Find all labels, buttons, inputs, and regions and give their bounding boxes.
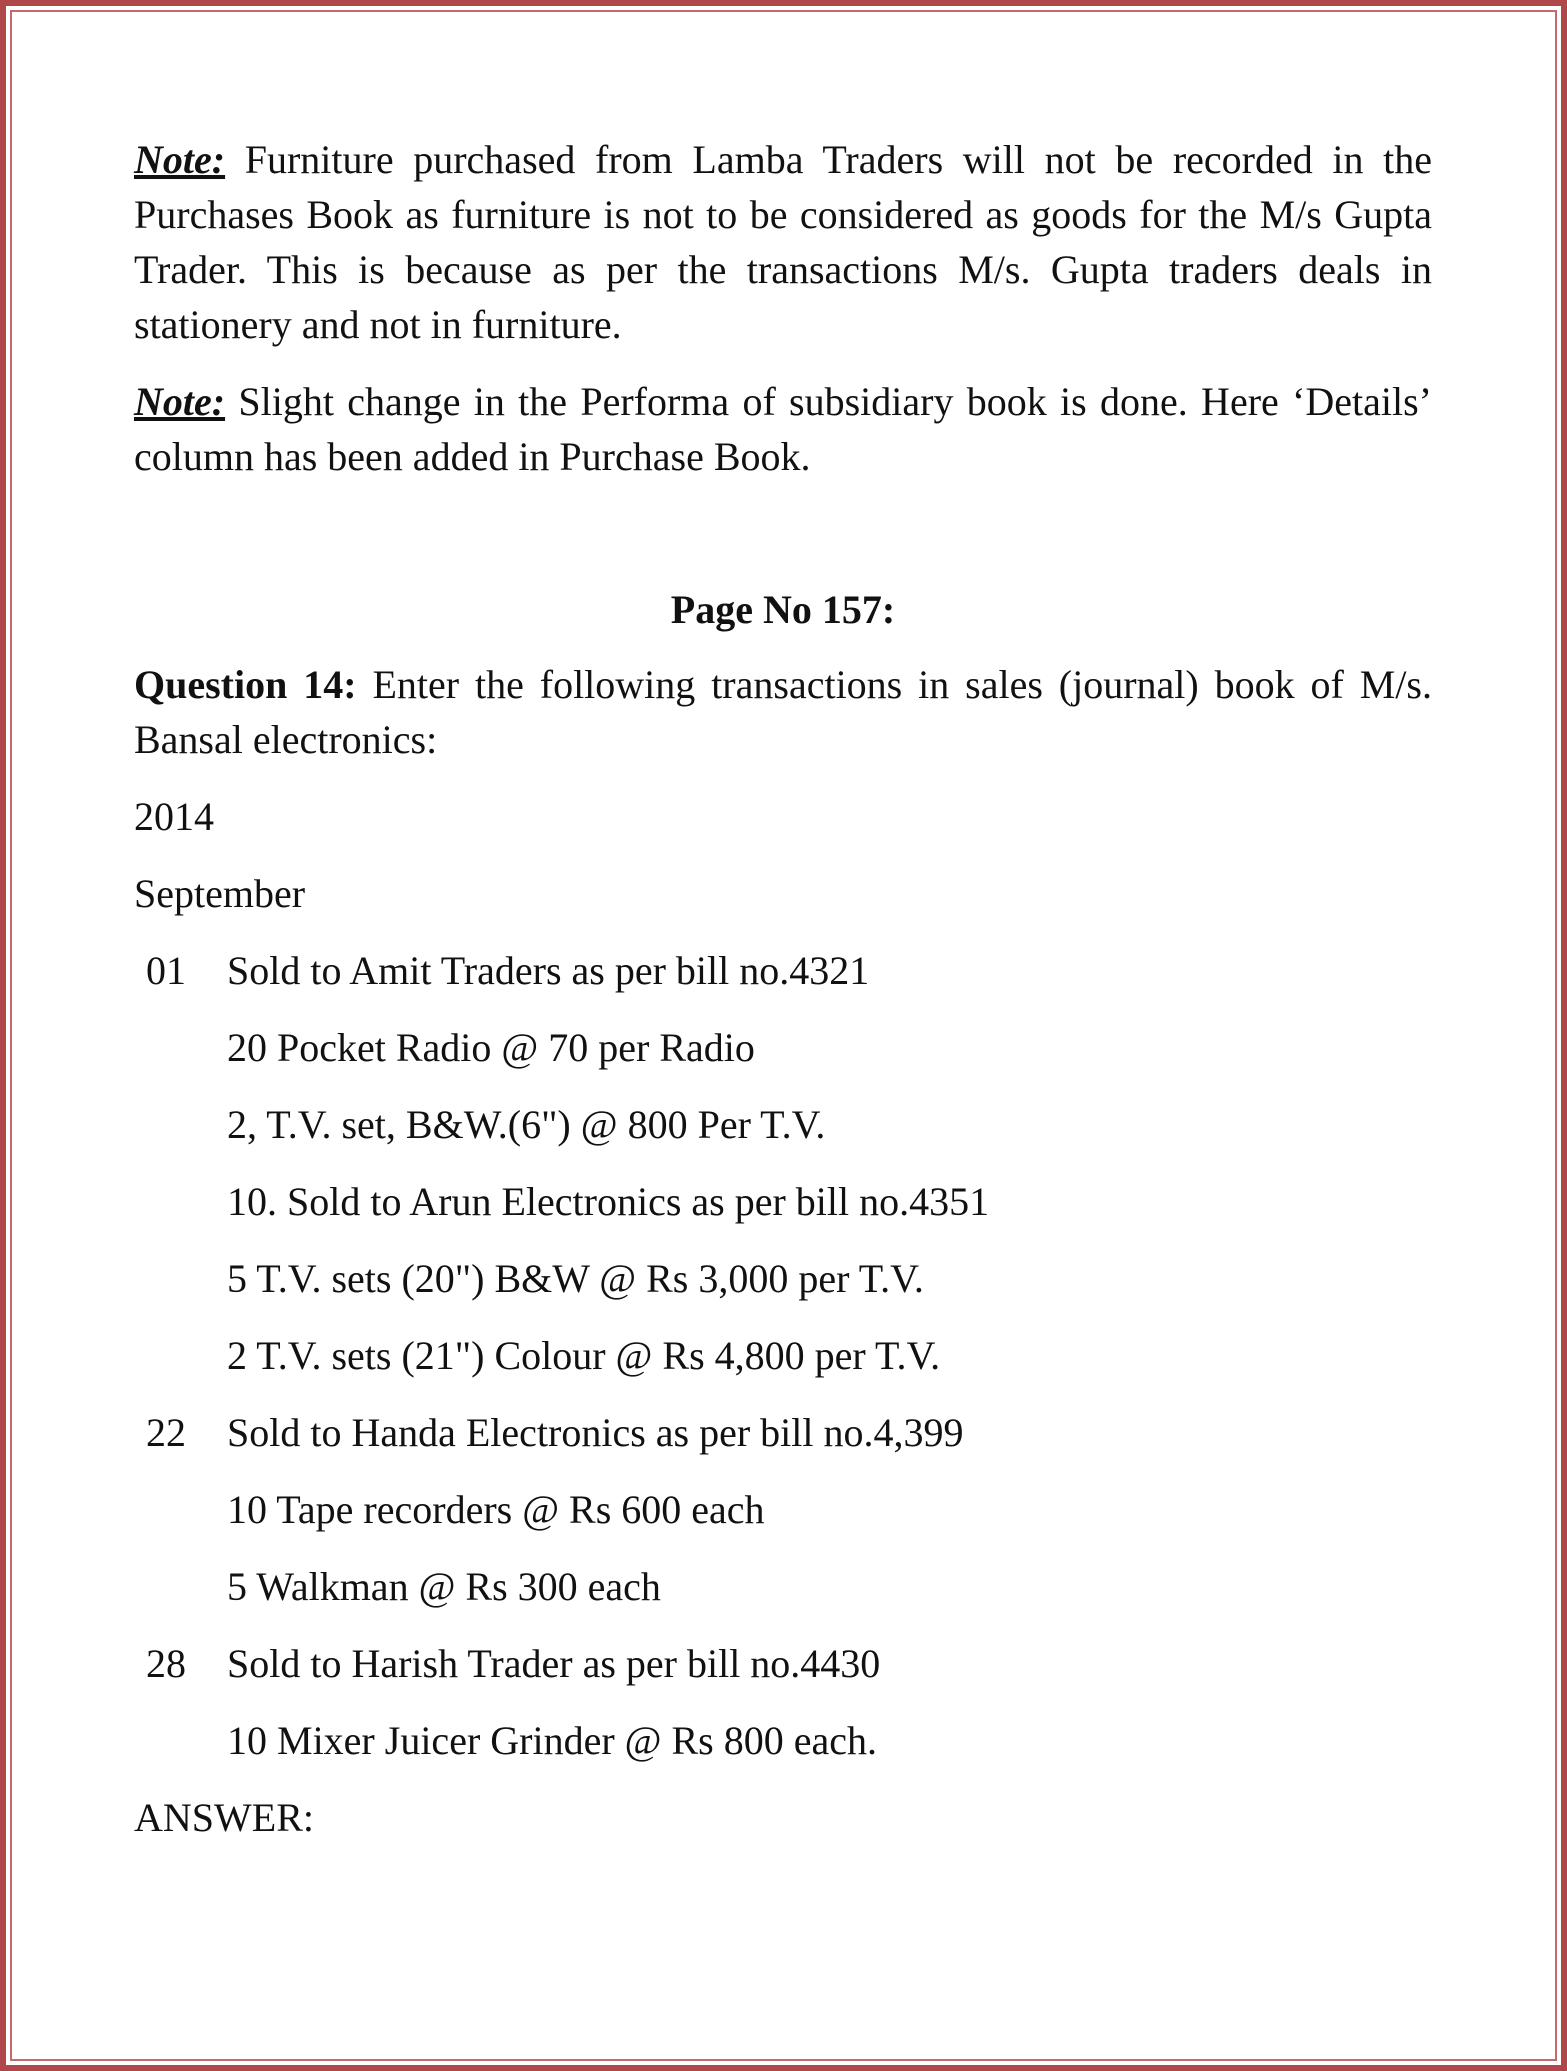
transaction-date [134,1251,227,1306]
answer-label: ANSWER: [134,1795,314,1840]
transaction-date: 01 [146,948,186,993]
transaction-text: Sold to Handa Electronics as per bill no.4,399 [227,1410,964,1455]
transaction-date: 22 [146,1410,186,1455]
transaction-text: 20 Pocket Radio @ 70 per Radio [227,1025,755,1070]
year-label: 2014 [134,794,214,839]
document-content [134,132,1432,1845]
transaction-date [134,1713,227,1768]
transaction-row [134,1174,1432,1229]
transaction-row [134,1559,1432,1614]
note-paragraph-1 [134,132,1432,352]
transaction-date [134,1020,227,1075]
transaction-row [134,1713,1432,1768]
transaction-date [134,1097,227,1152]
transaction-row [134,943,1432,998]
transaction-row [134,1328,1432,1383]
transaction-text: 5 T.V. sets (20") B&W @ Rs 3,000 per T.V. [227,1256,924,1301]
transaction-row [134,1020,1432,1075]
transaction-text: Sold to Amit Traders as per bill no.4321 [227,948,870,993]
note-text-1: Furniture purchased from Lamba Traders will not be recorded in the Purchases Book as furniture is not to be considered as goods for the M/s Gupta Trader. This is because as per the transactions M/s. Gupta traders deals in stationery and not in furniture. [134,137,1432,347]
transaction-date [134,1559,227,1614]
transaction-text: 10 Mixer Juicer Grinder @ Rs 800 each. [227,1718,877,1763]
transaction-row [134,1636,1432,1691]
transaction-row [134,1097,1432,1152]
transaction-text: 10 Tape recorders @ Rs 600 each [227,1487,765,1532]
question-text: Enter the following transactions in sales (journal) book of M/s. Bansal electronics: [134,662,1432,762]
transaction-text: 5 Walkman @ Rs 300 each [227,1564,661,1609]
note-label-2: Note: [134,379,226,424]
transaction-row [134,1405,1432,1460]
note-paragraph-2 [134,374,1432,484]
page-number-heading: Page No 157: [670,587,896,632]
transaction-row [134,1251,1432,1306]
transaction-text: 10. Sold to Arun Electronics as per bill no.4351 [227,1179,990,1224]
transaction-list [134,943,1432,1768]
transaction-date [134,1482,227,1537]
question-paragraph [134,657,1432,767]
month-label: September [134,871,306,916]
transaction-date: 28 [146,1641,186,1686]
question-label: Question 14: [134,662,357,707]
transaction-text: 2 T.V. sets (21") Colour @ Rs 4,800 per T.V. [227,1333,941,1378]
transaction-date [134,1174,227,1229]
note-text-2: Slight change in the Performa of subsidiary book is done. Here ‘Details’ column has been added in Purchase Book. [134,379,1432,479]
note-label-1: Note: [134,137,226,182]
transaction-text: 2, T.V. set, B&W.(6") @ 800 Per T.V. [227,1102,826,1147]
transaction-text: Sold to Harish Trader as per bill no.4430 [227,1641,881,1686]
transaction-date [134,1328,227,1383]
transaction-row [134,1482,1432,1537]
